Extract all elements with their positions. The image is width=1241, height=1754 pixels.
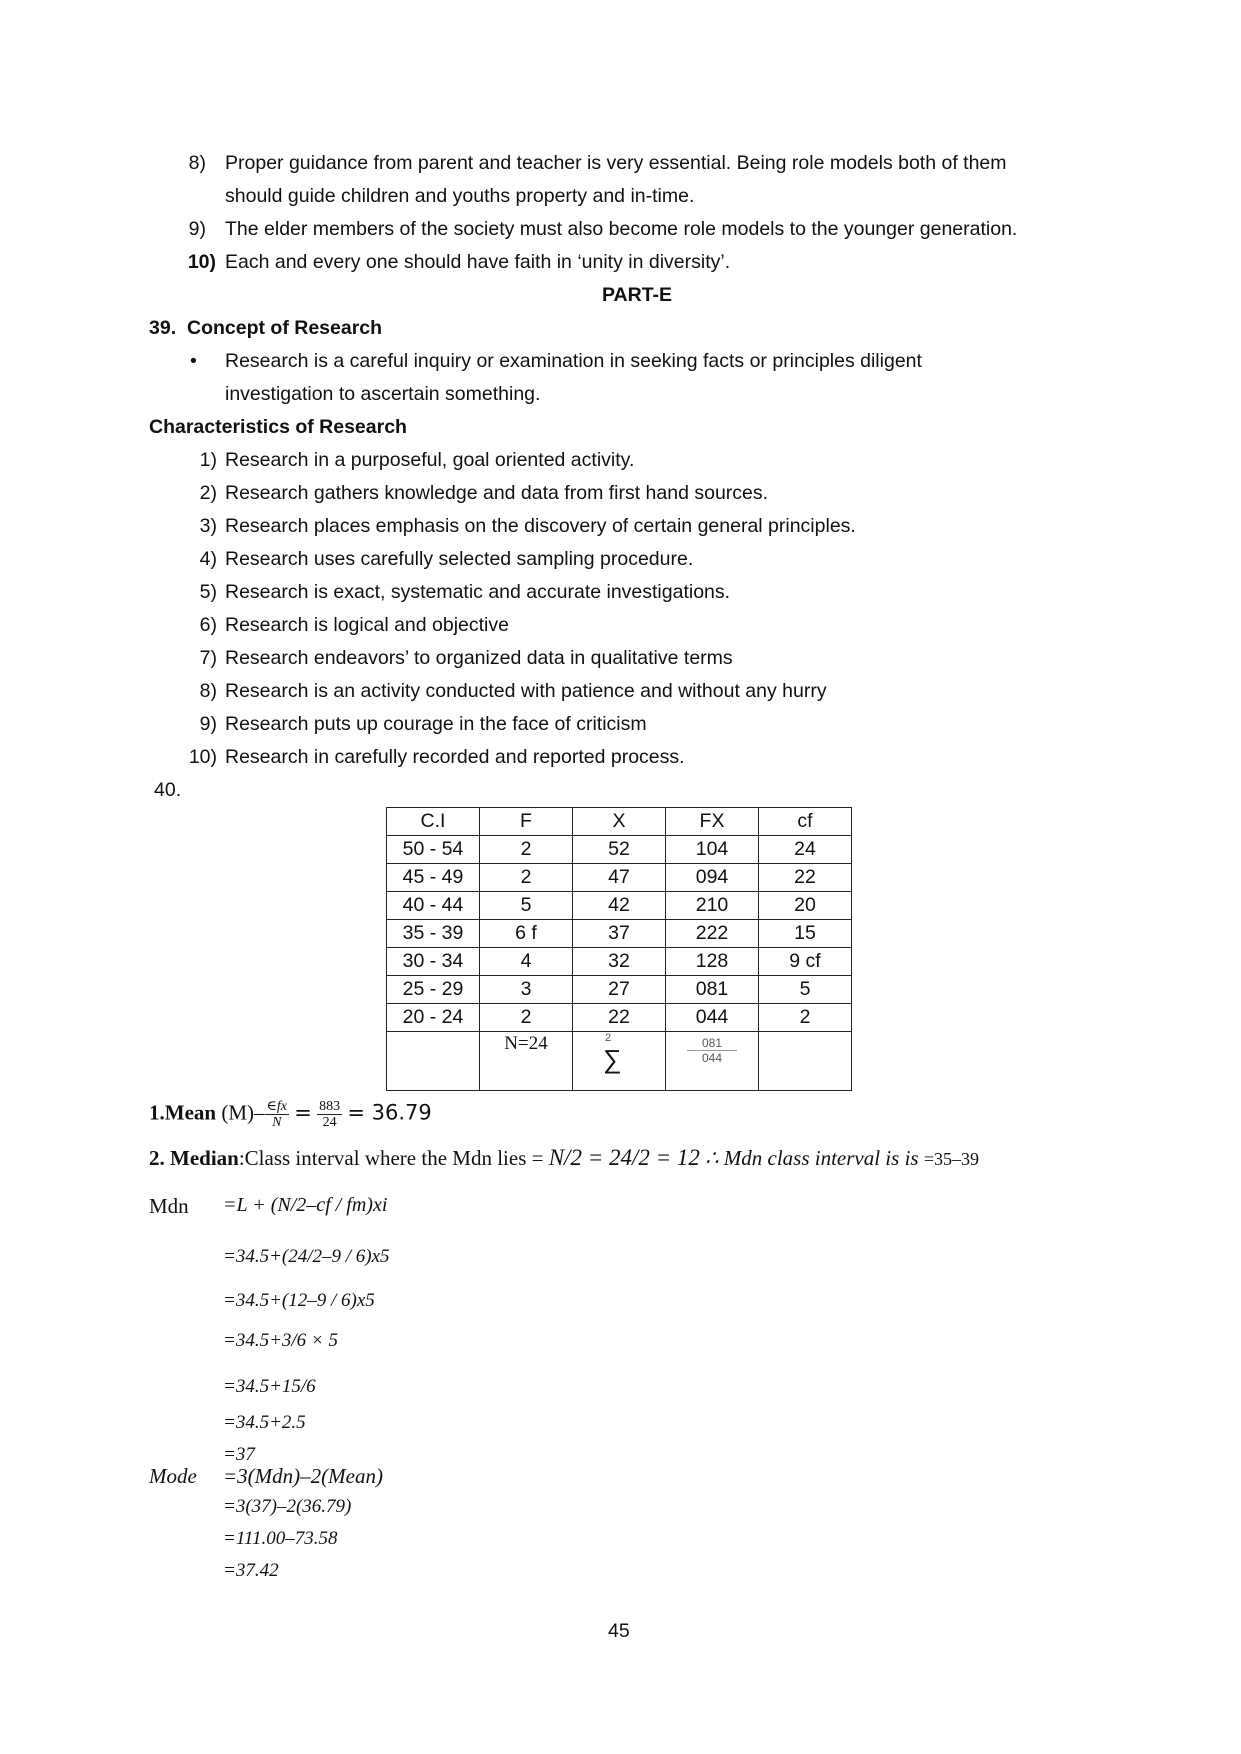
characteristic-text: Research is logical and objective <box>225 614 509 636</box>
median-label: 2. Median <box>149 1146 239 1170</box>
mdn-step: =37 <box>223 1444 255 1465</box>
characteristic-number: 1) <box>199 449 217 471</box>
table-cell: 45 - 49 <box>387 864 480 892</box>
table-cell: 104 <box>666 836 759 864</box>
table-cell: 22 <box>759 864 852 892</box>
mdn-step: =34.5+(24/2–9 / 6)x5 <box>223 1246 390 1267</box>
characteristic-number: 10) <box>188 746 217 768</box>
table-cell: 128 <box>666 948 759 976</box>
mode-step: =3(Mdn)–2(Mean) <box>223 1464 383 1488</box>
characteristic-text: Research is exact, systematic and accurate investigations. <box>225 581 731 603</box>
characteristic-number: 8) <box>199 680 217 702</box>
table-cell: 094 <box>666 864 759 892</box>
list-item-8-line2: should guide children and youths property and in-time. <box>225 185 695 207</box>
table-cell: 20 - 24 <box>387 1004 480 1032</box>
mdn-label: Mdn <box>149 1194 189 1218</box>
mode-step: =111.00–73.58 <box>223 1528 338 1549</box>
table-cell: 6 f <box>480 920 573 948</box>
mode-label: Mode <box>149 1464 197 1488</box>
table-cell: 20 <box>759 892 852 920</box>
characteristic-number: 9) <box>199 713 217 735</box>
table-cell: 37 <box>573 920 666 948</box>
table-cell: 2 <box>480 836 573 864</box>
table-cell: 4 <box>480 948 573 976</box>
table-header-row <box>387 808 852 836</box>
characteristic-text: Research gathers knowledge and data from first hand sources. <box>225 482 769 504</box>
table-cell: 30 - 34 <box>387 948 480 976</box>
mean-fraction-1: $\frac{\in fx}{N}$ <box>266 1099 287 1130</box>
table-row <box>387 976 852 1004</box>
table-row <box>387 920 852 948</box>
table-cell: 25 - 29 <box>387 976 480 1004</box>
table-row <box>387 892 852 920</box>
table-cell: 47 <box>573 864 666 892</box>
mode-step: =37.42 <box>223 1560 279 1581</box>
table-cell: 27 <box>573 976 666 1004</box>
median-therefore: ∴ Mdn class interval is is <box>705 1146 919 1170</box>
mean-line: 1.Mean (M)– $\frac{\in fx}{N}$ = $\frac{883}{24}$ = 36.79 <box>149 1099 432 1130</box>
footer-fx-cell <box>666 1032 759 1091</box>
table-cell: 5 <box>480 892 573 920</box>
table-cell: 42 <box>573 892 666 920</box>
mdn-step: =L + (N/2–cf / fm)xi <box>223 1194 388 1216</box>
median-text: :Class interval where the Mdn lies = <box>238 1146 544 1170</box>
characteristic-text: Research puts up courage in the face of criticism <box>225 713 647 735</box>
characteristic-text: Research in a purposeful, goal oriented activity. <box>225 449 635 471</box>
footer-cf-cell <box>759 1032 852 1091</box>
median-formula: N/2 = 24/2 = 12 <box>548 1145 700 1170</box>
characteristics-heading: Characteristics of Research <box>149 416 407 438</box>
bullet-icon: • <box>190 350 197 372</box>
list-item-9-text: The elder members of the society must also become role models to the younger generation. <box>225 218 1018 240</box>
page-number: 45 <box>608 1620 630 1642</box>
footer-residue-2: 2 <box>605 1032 612 1044</box>
mean-result: = 36.79 <box>347 1100 432 1125</box>
characteristic-number: 2) <box>199 482 217 504</box>
characteristic-text: Research endeavors’ to organized data in qualitative terms <box>225 647 733 669</box>
bullet-text-line2: investigation to ascertain something. <box>225 383 541 405</box>
table-cell: 3 <box>480 976 573 1004</box>
mdn-step: =34.5+2.5 <box>223 1412 306 1433</box>
table-cell: 32 <box>573 948 666 976</box>
bullet-text-line1: Research is a careful inquiry or examination in seeking facts or principles diligent <box>225 350 922 372</box>
table-header-cell: X <box>573 808 666 836</box>
question-40-number: 40. <box>154 779 182 801</box>
characteristic-text: Research is an activity conducted with patience and without any hurry <box>225 680 827 702</box>
characteristic-text: Research places emphasis on the discovery of certain general principles. <box>225 515 856 537</box>
median-line <box>149 1145 979 1171</box>
characteristic-number: 6) <box>199 614 217 636</box>
table-cell: 2 <box>480 864 573 892</box>
part-heading: PART-E <box>602 284 673 306</box>
mdn-step: =34.5+15/6 <box>223 1376 316 1397</box>
document-page: 8) Proper guidance from parent and teacher is very essential. Being role models both of them should guide children and youths property and in-time. 9) The elder members of the society must also become role models to the younger generation. 10) Each and every one should have faith in ‘unity in diversity’. PART-E 39. Concept of Research • Research is a careful inquiry or examination in seeking facts or principles diligent investigation to ascertain something. Characteristics of Research 1) Research in a purposeful, goal oriented activity. 2) Research gathers knowledge and data from first hand sources. 3) Research places emphasis on the discovery of certain general principles. 4) Research uses carefully selected sampling procedure. 5) Research is exact, systematic and accurate investigations. 6) Research is logical and objective 7) Research endeavors’ to organized data in qualitative terms 8) Research is an activity conducted with patience and without any hurry 9) Research puts up courage in the face of criticism 10) Research in carefully recorded and reported process. 40. C.I F X FX cf 50 - 54 2 52 104 24 45 - 49 2 47 094 22 40 - 44 5 42 210 20 35 - 39 6 f 37 222 15 30 - 34 4 32 128 9 cf 25 - 29 3 27 081 5 20 - 24 2 22 044 2 N=24 2 ∑ 081 044 1.Mean (M)– $\frac{\in fx}{N}$ = $\frac{883}{24}$ = 36.79 2. Median:Class interval where the Mdn lies = N/2 = 24/2 = 12 ∴ Mdn class interval is is =35–39 Mdn =L + (N/2–cf / fm)xi =34.5+(24/2–9 / 6)x5 =34.5+(12–9 / 6)x5 =34.5+3/6 × 5 =34.5+15/6 =34.5+2.5 =37 Mode =3(Mdn)–2(Mean) =3(37)–2(36.79) =111.00–73.58 =37.42 45 <box>149 152 1018 1642</box>
sigma-icon: ∑ <box>603 1044 622 1074</box>
table-cell: 9 cf <box>759 948 852 976</box>
table-cell: 50 - 54 <box>387 836 480 864</box>
mdn-step: =34.5+3/6 × 5 <box>223 1330 338 1351</box>
characteristic-number: 4) <box>199 548 217 570</box>
table-cell: 222 <box>666 920 759 948</box>
table-header-cell: FX <box>666 808 759 836</box>
table-header-cell: F <box>480 808 573 836</box>
characteristic-number: 5) <box>199 581 217 603</box>
table-cell: 2 <box>759 1004 852 1032</box>
question-39-title: Concept of Research <box>187 317 383 339</box>
mean-label: 1.Mean <box>149 1100 217 1125</box>
table-cell: 24 <box>759 836 852 864</box>
footer-sigma-cell <box>573 1032 666 1091</box>
frequency-table <box>386 807 852 1091</box>
table-cell: 5 <box>759 976 852 1004</box>
table-footer-row <box>387 1032 852 1091</box>
footer-empty-cell <box>387 1032 480 1091</box>
table-cell: 2 <box>480 1004 573 1032</box>
footer-n-cell <box>480 1032 573 1091</box>
table-row <box>387 1004 852 1032</box>
table-row <box>387 836 852 864</box>
table-cell: 15 <box>759 920 852 948</box>
mdn-step: =34.5+(12–9 / 6)x5 <box>223 1290 375 1311</box>
table-cell: 210 <box>666 892 759 920</box>
table-cell: 081 <box>666 976 759 1004</box>
table-cell: 22 <box>573 1004 666 1032</box>
table-header-cell: C.I <box>387 808 480 836</box>
table-header-cell: cf <box>759 808 852 836</box>
table-cell: 52 <box>573 836 666 864</box>
list-item-10-text: Each and every one should have faith in ‘unity in diversity’. <box>225 251 731 273</box>
table-cell: 40 - 44 <box>387 892 480 920</box>
footer-residue-3: 081 <box>687 1036 737 1051</box>
table-row <box>387 864 852 892</box>
list-item-8-line1: Proper guidance from parent and teacher is very essential. Being role models both of them <box>225 152 1007 174</box>
characteristic-number: 3) <box>199 515 217 537</box>
median-range: =35–39 <box>923 1149 979 1169</box>
mean-fraction-2: $\frac{883}{24}$ <box>319 1099 341 1130</box>
question-39-number: 39. <box>149 317 177 339</box>
mean-paren: (M)– <box>221 1100 265 1125</box>
footer-n: N=24 <box>504 1033 548 1054</box>
characteristic-number: 7) <box>199 647 217 669</box>
table-row <box>387 948 852 976</box>
mode-step: =3(37)–2(36.79) <box>223 1496 352 1517</box>
footer-residue-4: 044 <box>701 1051 723 1065</box>
table-cell: 35 - 39 <box>387 920 480 948</box>
characteristic-text: Research in carefully recorded and reported process. <box>225 746 685 768</box>
characteristic-text: Research uses carefully selected sampling procedure. <box>225 548 694 570</box>
table-cell: 044 <box>666 1004 759 1032</box>
